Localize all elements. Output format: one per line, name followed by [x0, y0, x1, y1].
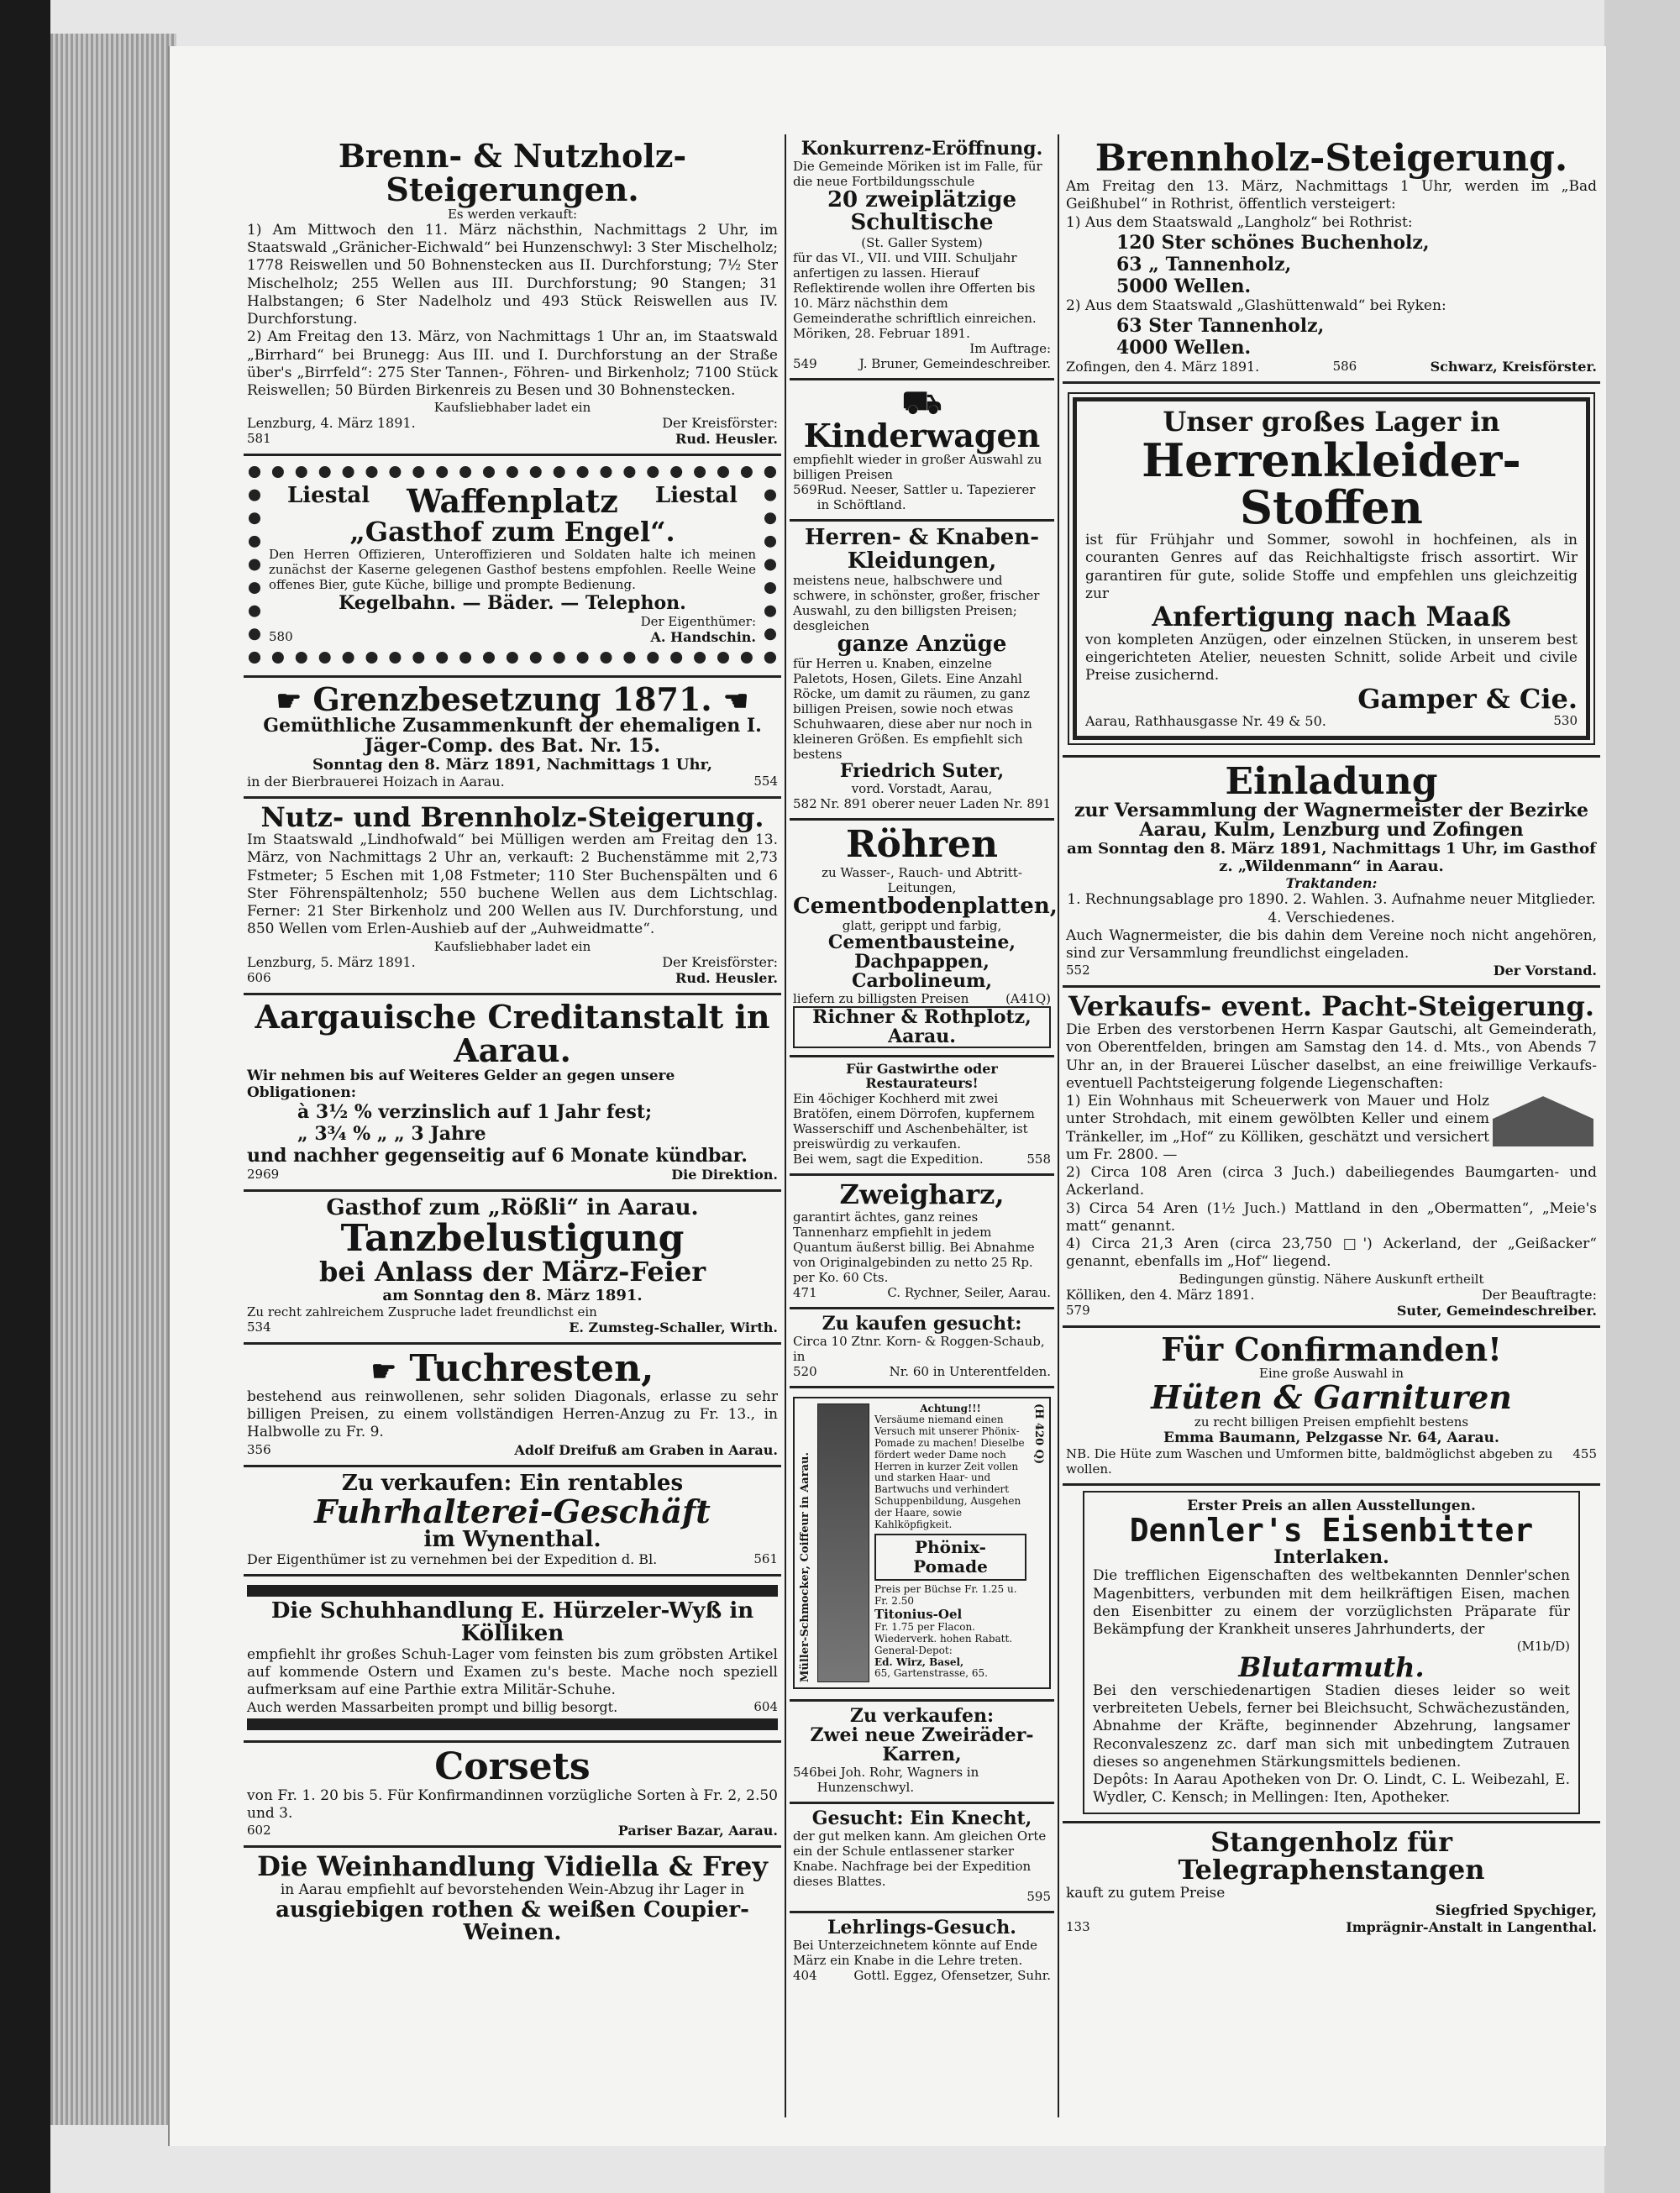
pointing-hand-icon: ☚	[722, 684, 749, 718]
ad-knecht: Gesucht: Ein Knecht, der gut melken kann. Am gleichen Orte ein der Schule entlassener starker Knabe. Nachfrage bei der Expedition dieses Blattes. 595	[790, 1804, 1054, 1913]
book-page-edges	[50, 34, 176, 2125]
ad-gamper-stoffe: Unser großes Lager in Herrenkleider-Stoffen ist für Frühjahr und Sommer, sowohl in hochfeinen, als in couranten Genres auf das Reichhaltigste frisch assortirt. Wir garantiren für gute, solide Stoffe und empfehlen uns gleichzeitig zur Anfertigung nach Maaß von kompleten Anzügen, oder einzelnen Stücken, in unserem best eingerichteten Atelier, neuesten Schnitt, solide Arbeit und civile Preise zusichernd. Gamper & Cie. Aarau, Rathhausgasse Nr. 49 & 50. 530	[1063, 384, 1600, 758]
ad-schuhhandlung: Die Schuhhandlung E. Hürzeler-Wyß in Kölliken empfiehlt ihr großes Schuh-Lager vom feinsten bis zum gröbsten Artikel auf kommende Ostern und Examen zu's beste. Mache noch speziell aufmerksam auf eine Parthie extra Militär-Schuhe. Auch werden Massarbeiten prompt und billig besorgt. 604	[244, 1577, 781, 1743]
pointing-hand-icon: ☛	[276, 684, 302, 718]
ad-title: Brenn- & Nutzholz-Steigerungen.	[338, 137, 687, 208]
ad-corsets: Corsets von Fr. 1. 20 bis 5. Für Konfirmandinnen vorzügliche Sorten à Fr. 2, 2.50 und 3. 602 Pariser Bazar, Aarau.	[244, 1743, 781, 1848]
ad-herren-knaben: Herren- & Knaben-Kleidungen, meistens neue, halbschwere und schwere, in schönster, großer, frischer Auswahl, zu den billigsten Preisen; desgleichen ganze Anzüge für Herren u. Knaben, einzelne Paletots, Hosen, Gilets. Eine Anzahl Röcke, um damit zu räumen, zu ganz billigen Preisen, sowie noch etwas Schuhwaaren, diese aber nur noch in kleineren Größen. Es empfiehlt sich bestens Friedrich Suter, vord. Vorstadt, Aarau, 582 Nr. 891 oberer neuer Laden Nr. 891	[790, 522, 1054, 821]
ad-tuchresten: ☛ Tuchresten, bestehend aus reinwollenen, sehr soliden Diagonals, erlasse zu sehr billigen Preisen, zu einem vollständigen Herren-Anzug zu Fr. 13., in Halbwolle zu Fr. 9. 356 Adolf Dreifuß am Graben in Aarau.	[244, 1345, 781, 1467]
ad-nutz-brennholz: Nutz- und Brennholz-Steigerung. Im Staatswald „Lindhofwald“ bei Mülligen werden am Freitag den 13. März, von Nachmittags 2 Uhr an, verkauft: 2 Buchenstämme mit 2,73 Fstmeter; 5 Eschen mit 1,08 Fstmeter; 110 Ster Buchenspälten und 6 Ster Föhrenspältenholz; 550 buchene Wellen aus dem Lichtschlag. Ferner: 21 Ster Birkenholz und 200 Wellen aus IV. Durchforstung, und 850 Wellen vom Erlen-Aushieb auf der „Auhweidmatte“. Kaufsliebhaber ladet ein Lenzburg, 5. März 1891. Der Kreisförster: 606 Rud. Heusler.	[244, 799, 781, 995]
pointing-hand-icon: ☛	[370, 1354, 397, 1388]
ad-fuhrhalterei: Zu verkaufen: Ein rentables Fuhrhalterei-Geschäft im Wynenthal. Der Eigenthümer ist zu vernehmen bei der Expedition d. Bl. 561	[244, 1467, 781, 1577]
ad-kinderwagen: ⛟ Kinderwagen empfiehlt wieder in großer Auswahl zu billigen Preisen 569 Rud. Neeser, Sattler u. Tapezierer in Schöftland.	[790, 380, 1054, 522]
ad-roehren: Röhren zu Wasser-, Rauch- und Abtritt-Leitungen, Cementbodenplatten, glatt, gerippt und farbig, Cementbausteine, Dachpappen, Carbolineum, liefern zu billigsten Preisen (A41Q) Richner & Rothplotz, Aarau.	[790, 821, 1054, 1057]
ad-phoenix-pomade: Müller-Schmocker, Coiffeur in Aarau. Achtung!!! Versäume niemand einen Versuch mit unserer Phönix-Pomade zu machen! Dieselbe fördert weder Dame noch Herren in kurzer Zeit vollen und starken Haar- und Bartwuchs und verhindert Schuppenbildung, Ausgehen der Haare, sowie Kahlköpfigkeit. Phönix-Pomade Preis per Büchse Fr. 1.25 u. Fr. 2.50 Titonius-Oel Fr. 1.75 per Flacon. Wiederverk. hohen Rabatt. General-Depot: Ed. Wirz, Basel, 65, Gartenstrasse, 65. (H 420 Q)	[790, 1388, 1054, 1702]
ad-einladung: Einladung zur Versammlung der Wagnermeister der Bezirke Aarau, Kulm, Lenzburg und Zofingen am Sonntag den 8. März 1891, Nachmittags 1 Uhr, im Gasthof z. „Wildenmann“ in Aarau. Traktanden: 1. Rechnungsablage pro 1890. 2. Wahlen. 3. Aufnahme neuer Mitglieder. 4. Verschiedenes. Auch Wagnermeister, die bis dahin dem Vereine noch nicht angehören, sind zur Versammlung freundlichst eingeladen. 552 Der Vorstand.	[1063, 758, 1600, 988]
column-middle	[790, 134, 1058, 2117]
ad-gastwirthe: Für Gastwirthe oder Restaurateurs! Ein 4öchiger Kochherd mit zwei Bratöfen, einem Dörrofen, kupfernem Wasserschiff und Aschenbehälter, ist preiswürdig zu verkaufen. Bei wem, sagt die Expedition. 558	[790, 1057, 1054, 1176]
decorative-frame: Liestal Waffenplatz Liestal „Gasthof zum Engel“. Den Herren Offizieren, Unteroffizieren und Soldaten halte ich meinen zunächst der Kaserne gelegenen Gasthof bestens empfohlen. Reelle Weine offenes Bier, gute Küche, billige und prompte Bedienung. Kegelbahn. — Bäder. — Telephon. Der Eigenthümer: 580 A. Handschin.	[249, 466, 776, 663]
man-illustration	[817, 1403, 869, 1682]
ad-pacht-steigerung: Verkaufs- event. Pacht-Steigerung. Die Erben des verstorbenen Herrn Kaspar Gautschi, alt Gemeinderath, von Oberentfelden, bringen am Samstag den 14. d. Mts., von Abends 7 Uhr an, in der Brauerei Lüscher daselbst, an eine freiwillige Verkaufs- eventuell Pachtsteigerung folgende Liegenschaften: 1) Ein Wohnhaus mit Scheuerwerk von Mauer und Holz unter Strohdach, mit einem gewölbten Keller und einem Tränkeller, im „Hof“ zu Kölliken, geschätzt und versichert um Fr. 2800. — 2) Circa 108 Aren (circa 3 Juch.) dabeiliegendes Baumgarten- und Ackerland. 3) Circa 54 Aren (1½ Juch.) Mattland in den „Obermatten“, „Meie's matt“ genannt. 4) Circa 21,3 Aren (circa 23,750 □') Ackerland, der „Geißacker“ genannt, ebenfalls im „Hof“ liegend. Bedingungen günstig. Nähere Auskunft ertheilt Kölliken, den 4. März 1891. Der Beauftragte: 579 Suter, Gemeindeschreiber.	[1063, 988, 1600, 1327]
ad-zu-kaufen: Zu kaufen gesucht: Circa 10 Ztnr. Korn- & Roggen-Schaub, in 520 Nr. 60 in Unterentfelden.	[790, 1309, 1054, 1388]
ad-brenn-nutzholz: Brenn- & Nutzholz-Steigerungen. Es werden verkauft: 1) Am Mittwoch den 11. März nächsthin, Nachmittags 2 Uhr, im Staatswald „Gränicher-Eichwald“ bei Hunzenschwyl: 3 Ster Mischelholz; 1778 Reiswellen und 50 Bohnenstecken aus II. Durchforstung; 7½ Ster Mischelholz; 255 Wellen aus III. Durchforstung; 90 Stangen; 31 Halbstangen; 6 Ster Nadelholz und 493 Stück Reiswellen aus IV. Durchforstung. 2) Am Freitag den 13. März, von Nachmittags 1 Uhr an, im Staatswald „Birrhard“ bei Brunegg: Aus III. und I. Durchforstung an der Straße über's „Birrfeld“: 275 Ster Tannen-, Föhren- und Birkenholz; 7100 Stück Reiswellen; 50 Bürden Birkenreis zu Besen und 30 Bohnenstecken. Kaufsliebhaber ladet ein Lenzburg, 4. März 1891. Der Kreisförster: 581 Rud. Heusler.	[244, 134, 781, 456]
ad-liestal-engel	[244, 456, 781, 677]
ad-stangenholz: Stangenholz für Telegraphenstangen kauft zu gutem Preise Siegfried Spychiger, 133 Imprägnir-Anstalt in Langenthal.	[1066, 1825, 1597, 1936]
ad-lehrling: Lehrlings-Gesuch. Bei Unterzeichnetem könnte auf Ende März ein Knabe in die Lehre treten. 404 Gottl. Eggez, Ofensetzer, Suhr.	[793, 1917, 1051, 1984]
ad-karren: Zu verkaufen: Zwei neue Zweiräder-Karren, 546 bei Joh. Rohr, Wagners in Hunzenschwyl.	[790, 1702, 1054, 1804]
ad-dennler: Erster Preis an allen Ausstellungen. Dennler's Eisenbitter Interlaken. Die trefflichen Eigenschaften des weltbekannten Dennler'schen Magenbitters, verbunden mit dem heilkräftigen Eisen, machen den Eisenbitter zu einem der vorzüglichsten Präparate für Bekämpfung der Krankheit unseres Jahrhunderts, der (M1b/D) Blutarmuth. Bei den verschiedenartigen Stadien dieses leider so weit verbreiteten Uebels, ferner bei Bleichsucht, Schwächezuständen, Abnahme der Kräfte, beginnender Abzehrung, langsamer Reconvaleszenz zc. darf man sich mit unbedingtem Zutrauen dieses so angenehmen Stärkungsmittels bedienen. Depôts: In Aarau Apotheken von Dr. O. Lindt, C. L. Weibezahl, E. Wydler, C. Kensch; in Mellingen: Iten, Apotheker.	[1063, 1486, 1600, 1823]
ad-konkurrenz: Konkurrenz-Eröffnung. Die Gemeinde Möriken ist im Falle, für die neue Fortbildungsschule 20 zweiplätzige Schultische (St. Galler System) für das VI., VII. und VIII. Schuljahr anfertigen zu lassen. Hierauf Reflektirende wollen ihre Offerten bis 10. März nächsthin dem Gemeinderathe schriftlich einreichen. Möriken, 28. Februar 1891. Im Auftrage: 549 J. Bruner, Gemeindeschreiber.	[790, 134, 1054, 380]
ad-creditanstalt: Aargauische Creditanstalt in Aarau. Wir nehmen bis auf Weiteres Gelder an gegen unsere Obligationen: à 3½ % verzinslich auf 1 Jahr fest; „ 3¾ % „ „ 3 Jahre und nachher gegenseitig auf 6 Monate kündbar. 2969 Die Direktion.	[244, 995, 781, 1192]
column-right	[1063, 134, 1600, 2117]
ad-brennholz-steigerung: Brennholz-Steigerung. Am Freitag den 13. März, Nachmittags 1 Uhr, werden im „Bad Geißhubel“ in Rothrist, öffentlich versteigert: 1) Aus dem Staatswald „Langholz“ bei Rothrist: 120 Ster schönes Buchenholz, 63 „ Tannenholz, 5000 Wellen. 2) Aus dem Staatswald „Glashüttenwald“ bei Ryken: 63 Ster Tannenholz, 4000 Wellen. Zofingen, den 4. März 1891. 586 Schwarz, Kreisförster.	[1063, 134, 1600, 384]
book-binding-left	[0, 0, 50, 2193]
ad-weinhandlung: Die Weinhandlung Vidiella & Frey in Aarau empfiehlt auf bevorstehenden Wein-Abzug ihr Lager in ausgiebigen rothen & weißen Coupier-Weinen.	[257, 1850, 768, 1946]
ad-grenzbesetzung: ☛ Grenzbesetzung 1871. ☚ Gemüthliche Zusammenkunft der ehemaligen I. Jäger-Comp. des Bat. Nr. 15. Sonntag den 8. März 1891, Nachmittags 1 Uhr, in der Bierbrauerei Hoizach in Aarau. 554	[244, 678, 781, 799]
column-rule	[1058, 134, 1059, 2117]
ad-zweigharz: Zweigharz, garantirt ächtes, ganz reines Tannenharz empfiehlt in jedem Quantum äußerst billig. Bei Abnahme von Originalgebinden zu netto 25 Rp. per Ko. 60 Cts. 471 C. Rychner, Seiler, Aarau.	[790, 1176, 1054, 1309]
adjacent-page	[1604, 0, 1680, 2193]
pram-icon: ⛟	[901, 382, 942, 421]
ad-roessli-tanz: Gasthof zum „Rößli“ in Aarau. Tanzbelustigung bei Anlass der März-Feier am Sonntag den 8. März 1891. Zu recht zahlreichem Zuspruche ladet freundlichst ein 534 E. Zumsteg-Schaller, Wirth.	[244, 1192, 781, 1345]
column-rule	[785, 134, 786, 2117]
ad-confirmanden: Für Confirmanden! Eine große Auswahl in Hüten & Garnituren zu recht billigen Preisen empfiehlt bestens Emma Baumann, Pelzgasse Nr. 64, Aarau. NB. Die Hüte zum Waschen und Umformen bitte, baldmöglichst abgeben zu wollen. 455	[1063, 1328, 1600, 1487]
column-left	[244, 134, 781, 2117]
